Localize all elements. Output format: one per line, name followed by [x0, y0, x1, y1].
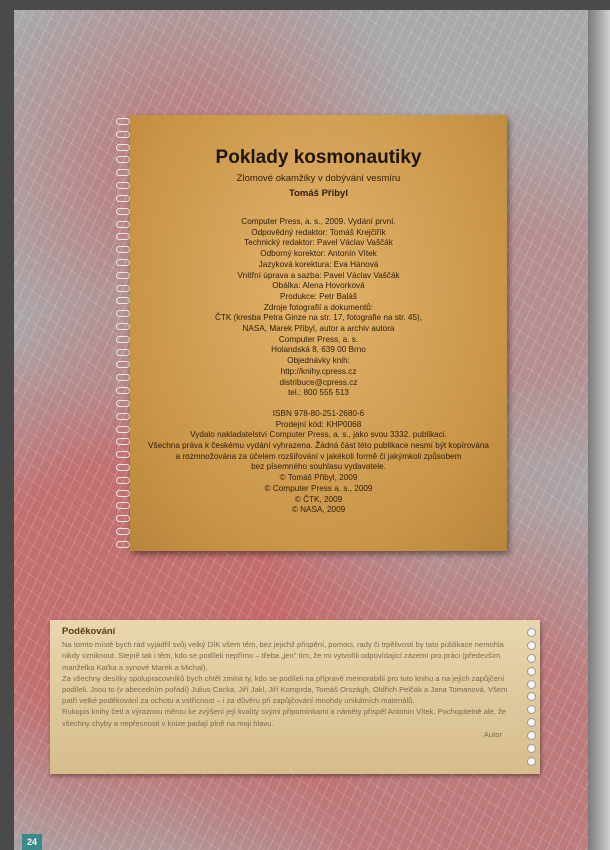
imprint-line: Jazyková korektura: Eva Hánová: [258, 259, 379, 269]
binding-hole: [527, 705, 536, 714]
acknowledgements-box: [50, 620, 540, 774]
imprint-line: Odborný korektor: Antonín Vítek: [260, 249, 377, 259]
imprint-line: bez písemného souhlasu vydavatele.: [251, 462, 386, 472]
spiral-ring: [116, 502, 130, 509]
spiral-ring: [116, 323, 130, 330]
spiral-ring: [116, 131, 130, 138]
binding-hole: [527, 667, 536, 676]
imprint-line: ČTK (kresba Petra Ginze na str. 17, fotografie na str. 45),: [214, 313, 423, 323]
spiral-ring: [116, 246, 130, 253]
spiral-ring: [116, 297, 130, 304]
imprint-line: Computer Press, a. s., 2009. Vydání první.: [241, 217, 396, 226]
acknowledgements-paragraph-2: Za všechny desítky spolupracovníků bych chtěl zmínit ty, kdo se podíleli na přípravě memorabilií pro tuto knihu a na jejich zapůjčení podíleli. Jsou to (v abecedním pořadí) Julius Cacka, Jiří Jakl, Jiří Komprda, Tomáš Országh, Oldřich Pelčák a Jana Tomanová. Všem patří velké poděkování za ochotu a vstřícnost – i za důvěru při zapůjčování mnohdy unikátních materiálů.: [62, 673, 508, 706]
imprint-line: © Computer Press a. s., 2009: [264, 483, 373, 493]
binding-hole: [527, 680, 536, 689]
spiral-ring: [116, 156, 130, 163]
book-author: Tomáš Přibyl: [289, 188, 348, 199]
spiral-ring: [116, 195, 130, 202]
spiral-ring: [116, 361, 130, 368]
imprint-line: Holandská 8, 639 00 Brno: [271, 345, 366, 355]
imprint-line: © Tomáš Přibyl, 2009: [279, 473, 358, 483]
acknowledgements-paragraph-3: Rukopis knihy četl a výraznou měrou ke zvýšení její kvality svými připomínkami a náměty přispěl Antonín Vítek. Pochopitelně ale, že všechny chyby a nepřesnosti v knize padají plně na moji hlavu.: [62, 707, 507, 728]
spiral-ring: [116, 272, 130, 279]
acknowledgements-binding: [527, 628, 536, 766]
spiral-ring: [116, 259, 130, 266]
spiral-ring: [116, 528, 130, 535]
binding-hole: [527, 731, 536, 740]
imprint-line: a rozmnožována za účelem rozšiřování v jakékoli formě či jakýmkoli způsobem: [175, 451, 462, 461]
binding-hole: [527, 718, 536, 727]
binding-hole: [527, 654, 536, 663]
spiral-ring: [116, 118, 130, 125]
spiral-ring: [116, 451, 130, 458]
imprint-line: © NASA, 2009: [291, 505, 346, 515]
spiral-ring: [116, 541, 130, 548]
imprint-line: Produkce: Petr Baláš: [280, 291, 357, 301]
isbn-block: [130, 409, 507, 516]
book-spine: [588, 10, 610, 850]
binding-hole: [527, 628, 536, 637]
binding-hole: [527, 757, 536, 766]
imprint-lines: [130, 217, 507, 399]
page-number: 24: [22, 834, 42, 850]
spiral-ring: [116, 387, 130, 394]
spiral-ring: [116, 285, 130, 292]
spiral-ring: [116, 374, 130, 381]
book-subtitle: Zlomové okamžiky v dobývání vesmíru: [236, 173, 401, 184]
binding-hole: [527, 692, 536, 701]
acknowledgements-heading: Poděkování: [62, 626, 116, 637]
imprint-line: Odpovědný redaktor: Tomáš Krejčiřík: [251, 227, 386, 237]
spiral-ring: [116, 169, 130, 176]
imprint-line: Všechna práva k českému vydání vyhrazena. Žádná část této publikace nesmí být kopírována: [148, 441, 489, 451]
acknowledgements-paragraph-1: Na tomto místě bych rád vyjádřil svůj velký DÍK všem těm, bez jejichž přispění, pomoci, rady či trpělivosti by tato publikace nemohla nikdy vzniknout. Stejně tak i těm, kdo se podíleli nepřímo – třeba „jen" tím, že mi vytvořili odpovídající zázemí pro práci (především manželka Kaťka a synové Marek a Michal).: [62, 640, 504, 672]
spiral-ring: [116, 233, 130, 240]
imprint-line: ISBN 978-80-251-2680-6: [272, 408, 365, 418]
binding-hole: [527, 641, 536, 650]
imprint-line: Vnitřní úprava a sazba: Pavel Václav Vaščák: [237, 270, 400, 280]
book-title: Poklady kosmonautiky: [215, 147, 422, 168]
spiral-ring: [116, 336, 130, 343]
imprint-line: Vydalo nakladatelství Computer Press, a. s., jako svou 3332. publikaci.: [190, 430, 447, 440]
imprint-line: Prodejní kód: KHP0068: [275, 419, 362, 429]
spiral-ring: [116, 182, 130, 189]
spiral-ring: [116, 413, 130, 420]
spiral-ring: [116, 221, 130, 228]
spiral-ring: [116, 438, 130, 445]
imprint-line: Technický redaktor: Pavel Václav Vaščák: [244, 238, 393, 248]
spiral-ring: [116, 310, 130, 317]
spiral-ring: [116, 400, 130, 407]
spiral-ring: [116, 464, 130, 471]
spiral-ring: [116, 349, 130, 356]
binding-hole: [527, 744, 536, 753]
spiral-ring: [116, 477, 130, 484]
imprint-line: http://knihy.cpress.cz: [280, 366, 357, 376]
imprint-line: distribuce@cpress.cz: [279, 377, 358, 387]
imprint-line: Computer Press, a. s.: [278, 334, 359, 344]
spiral-ring: [116, 426, 130, 433]
imprint-line: tel.: 800 555 513: [287, 388, 349, 398]
spiral-ring: [116, 490, 130, 497]
imprint-line: Zdroje fotografií a dokumentů:: [263, 302, 374, 312]
spiral-ring: [116, 515, 130, 522]
acknowledgements-signature: Autor: [483, 729, 502, 739]
imprint-card: [130, 115, 507, 551]
imprint-line: Obálka: Alena Hovorková: [272, 281, 365, 291]
spiral-ring: [116, 208, 130, 215]
spiral-ring: [116, 144, 130, 151]
imprint-line: © ČTK, 2009: [294, 494, 343, 504]
imprint-line: Objednávky knih:: [287, 356, 350, 366]
imprint-line: NASA, Marek Přibyl, autor a archiv autora: [242, 324, 395, 334]
